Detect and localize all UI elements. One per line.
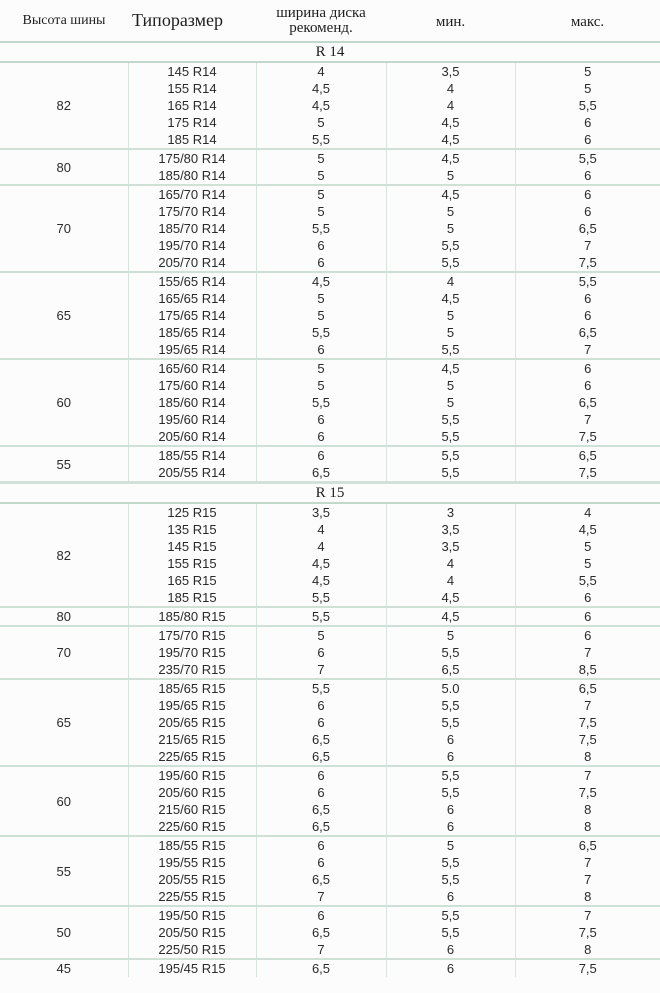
tire-size-cell: 205/65 R15 (128, 714, 256, 731)
tire-height-cell: 65 (0, 679, 128, 766)
min-width-cell: 5 (386, 220, 515, 237)
recommended-width-cell: 6,5 (256, 924, 386, 941)
recommended-width-cell: 6 (256, 854, 386, 871)
recommended-width-cell: 6 (256, 784, 386, 801)
table-row (0, 62, 660, 80)
tire-size-cell: 175/70 R14 (128, 203, 256, 220)
max-width-cell: 6 (515, 626, 660, 644)
min-width-cell: 6,5 (386, 661, 515, 679)
min-width-cell: 4,5 (386, 359, 515, 377)
recommended-width-cell: 5 (256, 290, 386, 307)
min-width-cell: 5.0 (386, 679, 515, 697)
max-width-cell: 7 (515, 644, 660, 661)
tire-size-cell: 185/60 R14 (128, 394, 256, 411)
min-width-cell: 4,5 (386, 185, 515, 203)
tire-height-cell: 70 (0, 185, 128, 272)
recommended-width-cell: 7 (256, 661, 386, 679)
max-width-cell: 7,5 (515, 714, 660, 731)
recommended-width-cell: 6 (256, 644, 386, 661)
table-row (0, 185, 660, 203)
min-width-cell: 5,5 (386, 237, 515, 254)
tire-height-cell: 55 (0, 446, 128, 483)
table-row (0, 626, 660, 644)
tire-size-cell: 175 R14 (128, 114, 256, 131)
max-width-cell: 7,5 (515, 784, 660, 801)
recommended-width-cell: 4,5 (256, 97, 386, 114)
min-width-cell: 5 (386, 377, 515, 394)
min-width-cell: 4 (386, 97, 515, 114)
tire-size-cell: 205/60 R15 (128, 784, 256, 801)
tire-size-cell: 225/60 R15 (128, 818, 256, 836)
tire-height-cell: 50 (0, 906, 128, 959)
recommended-width-cell: 6 (256, 906, 386, 924)
tire-height-cell: 80 (0, 607, 128, 626)
max-width-cell: 7,5 (515, 254, 660, 272)
max-width-cell: 7,5 (515, 959, 660, 977)
tire-size-cell: 225/55 R15 (128, 888, 256, 906)
min-width-cell: 6 (386, 801, 515, 818)
section-header-row (0, 483, 660, 504)
max-width-cell: 8 (515, 801, 660, 818)
header-recommended-line1: ширина диска (276, 4, 366, 21)
recommended-width-cell: 6 (256, 428, 386, 446)
min-width-cell: 4 (386, 272, 515, 290)
recommended-width-cell: 6 (256, 836, 386, 854)
tire-size-cell: 125 R15 (128, 503, 256, 521)
max-width-cell: 8 (515, 748, 660, 766)
tire-height-cell: 55 (0, 836, 128, 906)
tire-size-cell: 215/65 R15 (128, 731, 256, 748)
table-row (0, 959, 660, 977)
min-width-cell: 3,5 (386, 521, 515, 538)
table-row (0, 149, 660, 167)
recommended-width-cell: 6 (256, 766, 386, 784)
recommended-width-cell: 5 (256, 307, 386, 324)
tire-height-cell: 60 (0, 359, 128, 446)
max-width-cell: 6 (515, 359, 660, 377)
table-row (0, 607, 660, 626)
header-tire-height: Высота шины (0, 0, 128, 42)
table-row (0, 272, 660, 290)
min-width-cell: 5 (386, 167, 515, 185)
max-width-cell: 7 (515, 411, 660, 428)
max-width-cell: 7 (515, 341, 660, 359)
header-min-width: мин. (386, 0, 515, 42)
recommended-width-cell: 4 (256, 538, 386, 555)
section-title: R 15 (0, 483, 660, 504)
tire-size-cell: 235/70 R15 (128, 661, 256, 679)
tire-size-cell: 165/70 R14 (128, 185, 256, 203)
min-width-cell: 5,5 (386, 766, 515, 784)
min-width-cell: 4 (386, 555, 515, 572)
tire-size-cell: 195/55 R15 (128, 854, 256, 871)
recommended-width-cell: 5,5 (256, 607, 386, 626)
max-width-cell: 7 (515, 237, 660, 254)
min-width-cell: 5,5 (386, 854, 515, 871)
tire-size-cell: 205/60 R14 (128, 428, 256, 446)
tire-size-cell: 195/50 R15 (128, 906, 256, 924)
max-width-cell: 8 (515, 888, 660, 906)
max-width-cell: 6 (515, 589, 660, 607)
min-width-cell: 4,5 (386, 589, 515, 607)
min-width-cell: 6 (386, 959, 515, 977)
max-width-cell: 6,5 (515, 394, 660, 411)
recommended-width-cell: 6 (256, 341, 386, 359)
section-header-row (0, 42, 660, 62)
table-row (0, 679, 660, 697)
max-width-cell: 6,5 (515, 324, 660, 341)
tire-size-cell: 175/60 R14 (128, 377, 256, 394)
recommended-width-cell: 4,5 (256, 272, 386, 290)
max-width-cell: 7 (515, 906, 660, 924)
max-width-cell: 6,5 (515, 220, 660, 237)
max-width-cell: 6 (515, 307, 660, 324)
max-width-cell: 5,5 (515, 272, 660, 290)
max-width-cell: 6 (515, 203, 660, 220)
recommended-width-cell: 6 (256, 254, 386, 272)
min-width-cell: 5 (386, 626, 515, 644)
max-width-cell: 5 (515, 555, 660, 572)
recommended-width-cell: 6 (256, 237, 386, 254)
max-width-cell: 6,5 (515, 446, 660, 464)
table-row (0, 446, 660, 464)
recommended-width-cell: 5 (256, 359, 386, 377)
tire-size-cell: 195/65 R15 (128, 697, 256, 714)
recommended-width-cell: 5 (256, 149, 386, 167)
table-body (0, 42, 660, 977)
recommended-width-cell: 5 (256, 377, 386, 394)
tire-size-cell: 185/80 R15 (128, 607, 256, 626)
min-width-cell: 5 (386, 307, 515, 324)
recommended-width-cell: 6 (256, 714, 386, 731)
tire-size-cell: 205/50 R15 (128, 924, 256, 941)
min-width-cell: 5,5 (386, 644, 515, 661)
max-width-cell: 7 (515, 871, 660, 888)
max-width-cell: 7,5 (515, 464, 660, 483)
recommended-width-cell: 4 (256, 62, 386, 80)
tire-size-cell: 165/65 R14 (128, 290, 256, 307)
max-width-cell: 7 (515, 697, 660, 714)
tire-size-cell: 185 R15 (128, 589, 256, 607)
tire-size-cell: 205/70 R14 (128, 254, 256, 272)
header-recommended-line2: рекоменд. (289, 19, 353, 36)
tire-height-cell: 80 (0, 149, 128, 185)
table-row (0, 503, 660, 521)
min-width-cell: 5,5 (386, 906, 515, 924)
tire-size-cell: 175/65 R14 (128, 307, 256, 324)
tire-size-cell: 185 R14 (128, 131, 256, 149)
min-width-cell: 4,5 (386, 149, 515, 167)
table-row (0, 906, 660, 924)
min-width-cell: 6 (386, 941, 515, 959)
recommended-width-cell: 4 (256, 521, 386, 538)
recommended-width-cell: 7 (256, 941, 386, 959)
recommended-width-cell: 5 (256, 114, 386, 131)
max-width-cell: 6 (515, 114, 660, 131)
max-width-cell: 6 (515, 131, 660, 149)
recommended-width-cell: 7 (256, 888, 386, 906)
tire-size-cell: 185/55 R15 (128, 836, 256, 854)
min-width-cell: 5,5 (386, 446, 515, 464)
max-width-cell: 5 (515, 80, 660, 97)
max-width-cell: 7,5 (515, 924, 660, 941)
recommended-width-cell: 6 (256, 411, 386, 428)
recommended-width-cell: 6,5 (256, 818, 386, 836)
min-width-cell: 4,5 (386, 607, 515, 626)
recommended-width-cell: 5 (256, 185, 386, 203)
tire-size-cell: 185/55 R14 (128, 446, 256, 464)
max-width-cell: 8 (515, 941, 660, 959)
max-width-cell: 4,5 (515, 521, 660, 538)
min-width-cell: 5,5 (386, 784, 515, 801)
table-row (0, 359, 660, 377)
recommended-width-cell: 4,5 (256, 572, 386, 589)
tire-size-cell: 155 R14 (128, 80, 256, 97)
recommended-width-cell: 6,5 (256, 748, 386, 766)
min-width-cell: 4,5 (386, 131, 515, 149)
min-width-cell: 5,5 (386, 924, 515, 941)
min-width-cell: 5,5 (386, 697, 515, 714)
max-width-cell: 6,5 (515, 836, 660, 854)
max-width-cell: 8,5 (515, 661, 660, 679)
tire-size-cell: 175/80 R14 (128, 149, 256, 167)
tire-size-cell: 205/55 R14 (128, 464, 256, 483)
max-width-cell: 5,5 (515, 149, 660, 167)
tire-size-cell: 225/65 R15 (128, 748, 256, 766)
recommended-width-cell: 6 (256, 446, 386, 464)
tire-size-cell: 185/65 R14 (128, 324, 256, 341)
recommended-width-cell: 5,5 (256, 324, 386, 341)
min-width-cell: 3 (386, 503, 515, 521)
max-width-cell: 8 (515, 818, 660, 836)
tire-size-cell: 135 R15 (128, 521, 256, 538)
tire-size-cell: 185/70 R14 (128, 220, 256, 237)
min-width-cell: 6 (386, 748, 515, 766)
tire-size-cell: 185/80 R14 (128, 167, 256, 185)
max-width-cell: 6,5 (515, 679, 660, 697)
recommended-width-cell: 5,5 (256, 220, 386, 237)
min-width-cell: 3,5 (386, 62, 515, 80)
tire-height-cell: 82 (0, 503, 128, 607)
min-width-cell: 4 (386, 572, 515, 589)
max-width-cell: 5 (515, 538, 660, 555)
recommended-width-cell: 5,5 (256, 679, 386, 697)
max-width-cell: 6 (515, 607, 660, 626)
tire-size-cell: 195/70 R15 (128, 644, 256, 661)
min-width-cell: 4,5 (386, 114, 515, 131)
recommended-width-cell: 6,5 (256, 464, 386, 483)
recommended-width-cell: 6,5 (256, 731, 386, 748)
recommended-width-cell: 5 (256, 167, 386, 185)
min-width-cell: 6 (386, 888, 515, 906)
tire-height-cell: 70 (0, 626, 128, 679)
tire-size-cell: 165/60 R14 (128, 359, 256, 377)
tire-size-cell: 155 R15 (128, 555, 256, 572)
tire-size-cell: 205/55 R15 (128, 871, 256, 888)
recommended-width-cell: 5,5 (256, 394, 386, 411)
recommended-width-cell: 4,5 (256, 555, 386, 572)
max-width-cell: 7,5 (515, 731, 660, 748)
min-width-cell: 5,5 (386, 428, 515, 446)
min-width-cell: 3,5 (386, 538, 515, 555)
max-width-cell: 6 (515, 377, 660, 394)
max-width-cell: 4 (515, 503, 660, 521)
max-width-cell: 6 (515, 185, 660, 203)
recommended-width-cell: 6,5 (256, 801, 386, 818)
min-width-cell: 4 (386, 80, 515, 97)
max-width-cell: 5 (515, 62, 660, 80)
table-row (0, 836, 660, 854)
recommended-width-cell: 4,5 (256, 80, 386, 97)
header-recommended-width (256, 0, 386, 42)
recommended-width-cell: 6,5 (256, 871, 386, 888)
min-width-cell: 5 (386, 203, 515, 220)
tire-size-cell: 225/50 R15 (128, 941, 256, 959)
min-width-cell: 5,5 (386, 871, 515, 888)
tire-size-cell: 195/60 R14 (128, 411, 256, 428)
tire-size-cell: 215/60 R15 (128, 801, 256, 818)
max-width-cell: 7 (515, 854, 660, 871)
recommended-width-cell: 5 (256, 626, 386, 644)
max-width-cell: 7 (515, 766, 660, 784)
table-row (0, 766, 660, 784)
tire-size-cell: 185/65 R15 (128, 679, 256, 697)
recommended-width-cell: 6,5 (256, 959, 386, 977)
tire-size-cell: 195/70 R14 (128, 237, 256, 254)
max-width-cell: 6 (515, 290, 660, 307)
max-width-cell: 7,5 (515, 428, 660, 446)
header-row (0, 0, 660, 42)
tire-size-cell: 195/45 R15 (128, 959, 256, 977)
tire-height-cell: 45 (0, 959, 128, 977)
tire-size-cell: 195/60 R15 (128, 766, 256, 784)
header-tire-size: Типоразмер (128, 0, 256, 42)
min-width-cell: 5,5 (386, 411, 515, 428)
min-width-cell: 4,5 (386, 290, 515, 307)
recommended-width-cell: 5,5 (256, 131, 386, 149)
min-width-cell: 5,5 (386, 464, 515, 483)
max-width-cell: 5,5 (515, 97, 660, 114)
min-width-cell: 6 (386, 731, 515, 748)
min-width-cell: 5 (386, 836, 515, 854)
tire-size-cell: 195/65 R14 (128, 341, 256, 359)
max-width-cell: 5,5 (515, 572, 660, 589)
tire-size-cell: 145 R15 (128, 538, 256, 555)
table-header (0, 0, 660, 42)
tire-size-cell: 175/70 R15 (128, 626, 256, 644)
recommended-width-cell: 6 (256, 697, 386, 714)
tire-size-cell: 165 R14 (128, 97, 256, 114)
min-width-cell: 5,5 (386, 714, 515, 731)
tire-size-cell: 155/65 R14 (128, 272, 256, 290)
recommended-width-cell: 5 (256, 203, 386, 220)
recommended-width-cell: 5,5 (256, 589, 386, 607)
max-width-cell: 6 (515, 167, 660, 185)
section-title: R 14 (0, 42, 660, 62)
tire-size-cell: 145 R14 (128, 62, 256, 80)
min-width-cell: 5,5 (386, 341, 515, 359)
tire-height-cell: 65 (0, 272, 128, 359)
min-width-cell: 5 (386, 394, 515, 411)
min-width-cell: 5,5 (386, 254, 515, 272)
tire-height-cell: 82 (0, 62, 128, 149)
tire-height-cell: 60 (0, 766, 128, 836)
tire-size-cell: 165 R15 (128, 572, 256, 589)
recommended-width-cell: 3,5 (256, 503, 386, 521)
min-width-cell: 6 (386, 818, 515, 836)
min-width-cell: 5 (386, 324, 515, 341)
header-max-width: макс. (515, 0, 660, 42)
